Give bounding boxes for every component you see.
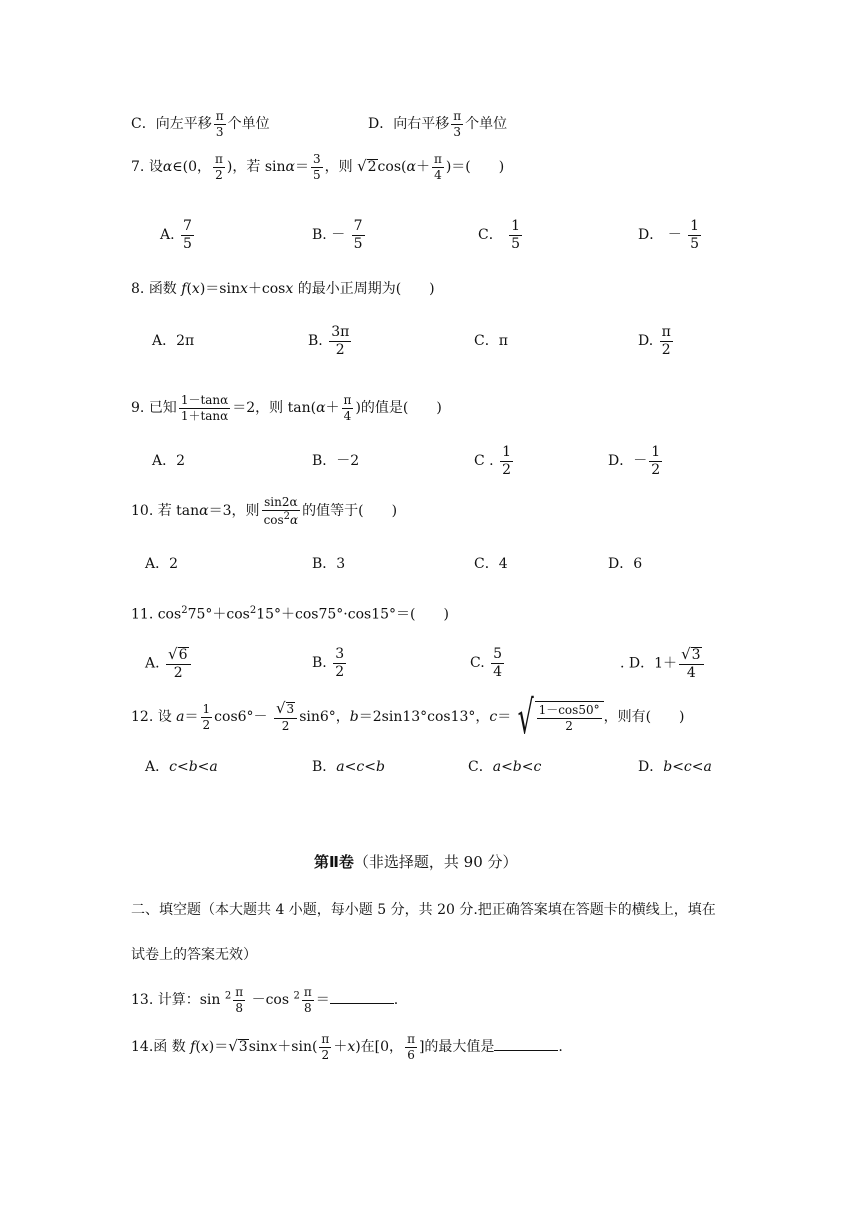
q12-option-d: D．b<c<a: [638, 759, 712, 775]
q12-option-c: C．a<b<c: [468, 759, 542, 775]
q7-option-d: D． － $\frac{1}{5}$: [638, 218, 700, 252]
q9-option-d: D．－ $\frac{1}{2}$: [608, 444, 661, 478]
sqrt-icon: √: [228, 1037, 238, 1056]
answer-blank[interactable]: [330, 991, 394, 1004]
section2-heading: 第Ⅱ卷（非选择题，共 90 分）: [314, 853, 518, 871]
answer-blank[interactable]: [494, 1038, 558, 1051]
q7-fraction-value: $\frac{3}{5}$: [312, 152, 321, 182]
q11-stem: 11. $\cos^275^\circ+\cos^215^\circ+\cos 75^\circ\cdot\cos 15^\circ=$( ): [131, 605, 449, 623]
q7-fraction-pi4: $\frac{\pi}{4}$: [433, 152, 442, 182]
q8-stem: 8. 函数 f(x)＝sinx＋cosx 的最小正周期为( ): [131, 281, 435, 297]
q7-fraction-pi2: $\frac{\pi}{2}$: [215, 152, 223, 182]
q9-option-c: C . $\frac{1}{2}$: [474, 444, 511, 478]
q10-fraction: $\frac{\sin 2\alpha}{\cos^2\alpha}$: [263, 495, 299, 527]
q9-option-a: A．2: [152, 453, 186, 469]
q10-stem: 10. 若 tanα＝3，则 $\frac{\sin 2\alpha}{\cos^2\alpha}$ 的值等于( ): [131, 495, 398, 527]
q10-option-b: B．3: [312, 556, 346, 572]
q11-option-d: . D．1＋ $\frac{√3}{4}$: [620, 647, 706, 680]
q6-option-c: C．向左平移 $\frac{\pi}{3}$ 个单位: [131, 109, 270, 139]
sqrt-icon: √: [275, 699, 286, 718]
q6d-fraction: $\frac{\pi}{3}$: [453, 109, 462, 139]
big-sqrt-icon: √: [517, 690, 534, 744]
sqrt-icon: √: [681, 645, 691, 663]
q7-stem: 7. 设α∈(0， $\frac{\pi}{2}$ )，若 sinα＝ $\frac{3}{5}$ ，则 √2cos(α＋ $\frac{\pi}{4}$ )＝( ): [131, 152, 505, 182]
q13-stem: 13. 计算：sin $^2$ $\frac{\pi}{8}$ －cos $^2$ $\frac{\pi}{8}$ ＝ .: [131, 985, 399, 1015]
q10-option-d: D．6: [608, 556, 643, 572]
q8-option-a: A．2π: [152, 333, 195, 349]
q12-option-a: A．c<b<a: [145, 759, 218, 775]
q6c-fraction: $\frac{\pi}{3}$: [215, 109, 224, 139]
section2-instructions-line1: 二、填空题（本大题共 4 小题，每小题 5 分，共 20 分.把正确答案填在答题卡的横线上，填在: [131, 902, 716, 918]
sqrt-icon: √: [168, 645, 178, 663]
q10-option-c: C．4: [474, 556, 508, 572]
q8-option-c: C．π: [474, 333, 508, 349]
q8-option-d: D. $\frac{\pi}{2}$: [638, 324, 671, 358]
q10-option-a: A．2: [145, 556, 179, 572]
q7-option-a: A. $\frac{7}{5}$: [160, 218, 192, 252]
q11-option-b: B. $\frac{3}{2}$: [312, 646, 345, 680]
q12-stem: 12. 设 a＝ $\frac{1}{2}$ cos6°－ $\frac{√3}{2}$ sin6°，b＝2sin13°cos13°，c＝ √ $\frac{1-\cos 50^\circ}{2}$ ，则有( ): [131, 690, 685, 744]
q8-option-b: B. $\frac{3\pi}{2}$: [308, 324, 350, 358]
q9-fraction-tan: $\frac{1-\tan\alpha}{1+\tan\alpha}$: [180, 393, 229, 423]
section2-instructions-line2: 试卷上的答案无效）: [131, 947, 257, 963]
q11-option-a: A. $\frac{√6}{2}$: [145, 647, 193, 680]
sqrt-icon: √: [357, 157, 367, 176]
q7-option-b: B. － $\frac{7}{5}$: [312, 218, 363, 252]
q9-stem: 9. 已知 $\frac{1-\tan\alpha}{1+\tan\alpha}$ ＝2，则 tan(α＋ $\frac{\pi}{4}$ )的值是( ): [131, 393, 442, 423]
q14-stem: 14.函 数 f(x)＝√3sinx＋sin( $\frac{\pi}{2}$ ＋x)在[0， $\frac{\pi}{6}$ ]的最大值是 .: [131, 1032, 563, 1062]
q7-option-c: C． $\frac{1}{5}$: [478, 218, 521, 252]
q6-option-d: D．向右平移 $\frac{\pi}{3}$ 个单位: [368, 109, 508, 139]
q11-option-c: C. $\frac{5}{4}$: [470, 646, 503, 680]
q12-option-b: B．a<c<b: [312, 759, 385, 775]
q9-option-b: B．－2: [312, 453, 360, 469]
